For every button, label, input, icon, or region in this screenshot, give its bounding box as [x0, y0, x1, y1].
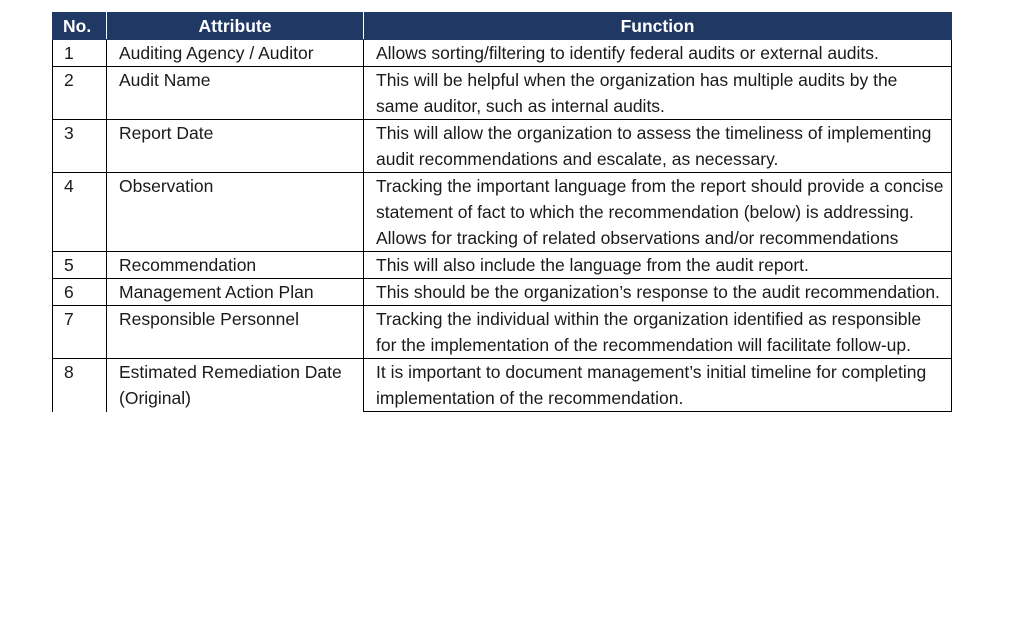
row-function: Tracking the important language from the report should provide a concise statement of fact to which the recommendation (below) is addressing. Allows for tracking of related observations and/or recommendations [364, 173, 952, 252]
row-number: 5 [53, 252, 107, 279]
table-row [53, 173, 952, 252]
row-function: This will also include the language from the audit report. [364, 252, 952, 279]
header-row [53, 13, 952, 40]
row-attribute: Auditing Agency / Auditor [107, 40, 364, 67]
table-row [53, 120, 952, 173]
row-function: This should be the organization’s response to the audit recommendation. [364, 279, 952, 306]
header-no: No. [53, 13, 107, 40]
row-number: 2 [53, 67, 107, 120]
row-number: 4 [53, 173, 107, 252]
table-row [53, 40, 952, 67]
table-row [53, 279, 952, 306]
row-function: This will be helpful when the organization has multiple audits by the same auditor, such as internal audits. [364, 67, 952, 120]
attribute-function-table [52, 12, 952, 412]
row-attribute: Observation [107, 173, 364, 252]
row-attribute: Audit Name [107, 67, 364, 120]
row-function: Tracking the individual within the organization identified as responsible for the implementation of the recommendation will facilitate follow-up. [364, 306, 952, 359]
table-row [53, 306, 952, 359]
row-number: 8 [53, 359, 107, 412]
row-attribute: Management Action Plan [107, 279, 364, 306]
table-row [53, 359, 952, 412]
row-attribute: Responsible Personnel [107, 306, 364, 359]
table-row [53, 67, 952, 120]
table-row [53, 252, 952, 279]
row-attribute: Estimated Remediation Date (Original) [107, 359, 364, 412]
row-function: Allows sorting/filtering to identify federal audits or external audits. [364, 40, 952, 67]
row-attribute: Recommendation [107, 252, 364, 279]
row-function: This will allow the organization to assess the timeliness of implementing audit recommendations and escalate, as necessary. [364, 120, 952, 173]
header-function: Function [364, 13, 952, 40]
row-number: 6 [53, 279, 107, 306]
header-attribute: Attribute [107, 13, 364, 40]
row-number: 7 [53, 306, 107, 359]
attribute-table-container [52, 12, 951, 412]
row-number: 3 [53, 120, 107, 173]
row-number: 1 [53, 40, 107, 67]
row-function: It is important to document management’s initial timeline for completing implementation of the recommendation. [364, 359, 952, 412]
table-body [53, 40, 952, 412]
row-attribute: Report Date [107, 120, 364, 173]
table-header [53, 13, 952, 40]
